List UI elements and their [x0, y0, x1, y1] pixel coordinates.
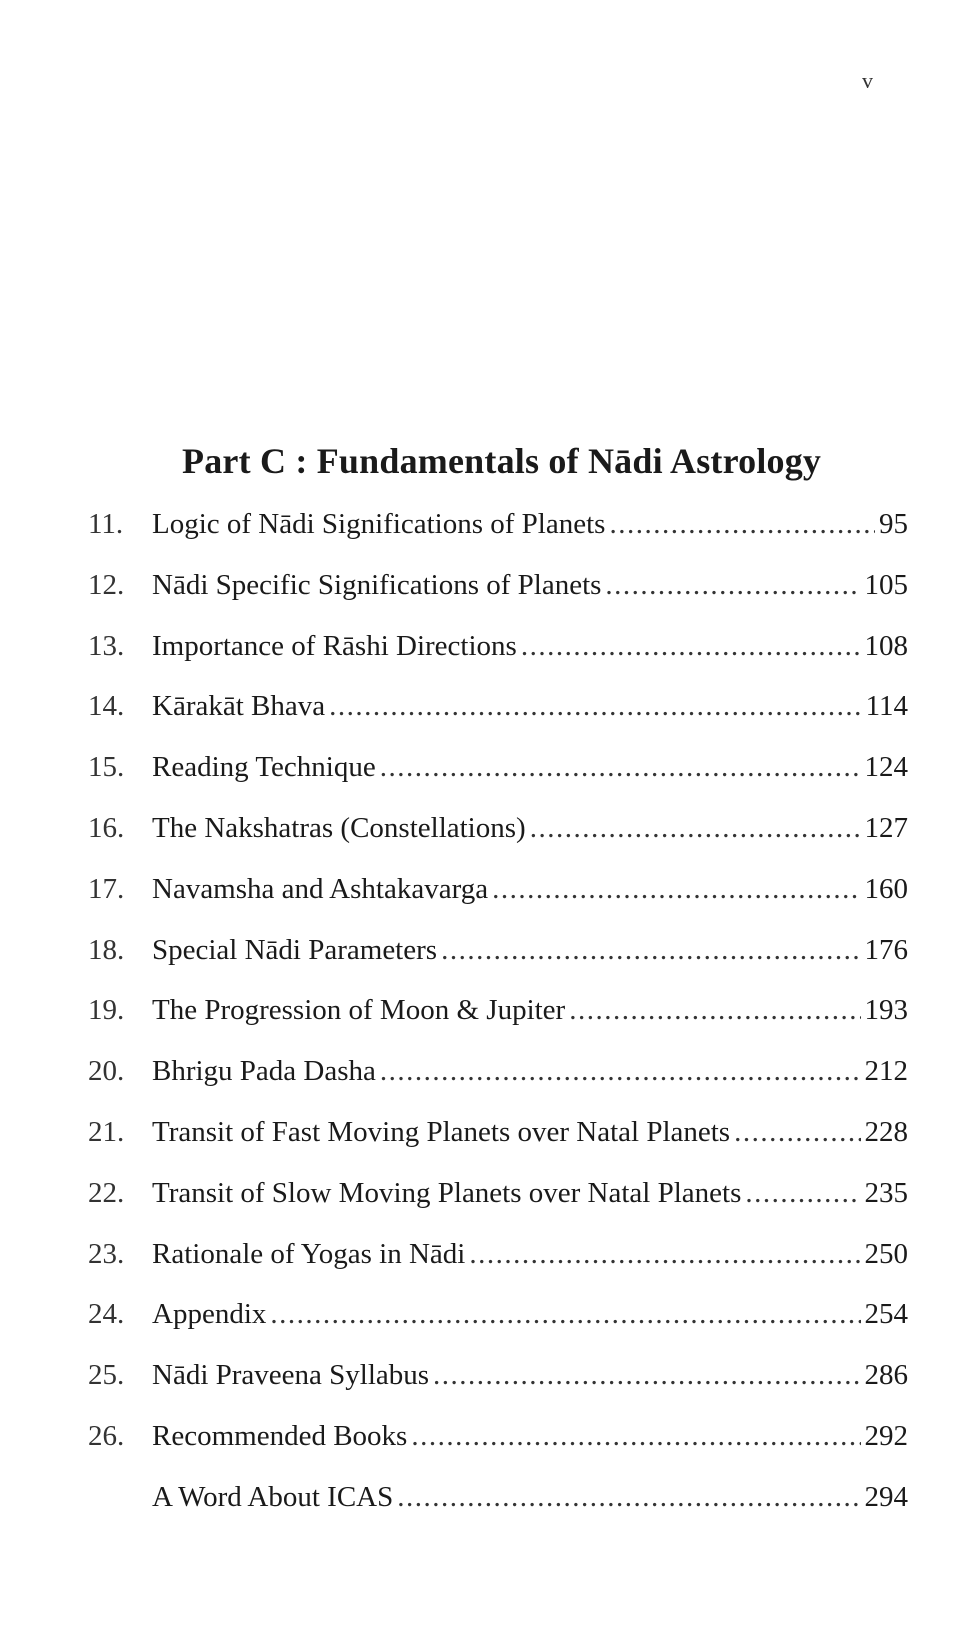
toc-entry — [88, 1359, 908, 1420]
toc-entry — [88, 1298, 908, 1359]
entry-title: Transit of Slow Moving Planets over Natal Planets — [152, 1176, 742, 1209]
dot-leader — [521, 630, 861, 663]
entry-number: 16. — [88, 811, 125, 844]
dot-leader — [397, 1481, 860, 1514]
toc-entry — [88, 1238, 908, 1299]
toc-entry — [88, 1177, 908, 1238]
toc-entry — [88, 1420, 908, 1481]
entry-page: 108 — [864, 629, 908, 662]
toc-entry — [88, 508, 908, 569]
entry-number: 23. — [88, 1237, 125, 1270]
entry-title: Nādi Specific Significations of Planets — [152, 568, 602, 601]
entry-title: The Nakshatras (Constellations) — [152, 811, 526, 844]
dot-leader — [492, 873, 860, 906]
entry-page: 176 — [864, 933, 908, 966]
table-of-contents — [88, 508, 908, 1542]
entry-title: Rationale of Yogas in Nādi — [152, 1237, 466, 1270]
dot-leader — [380, 1055, 861, 1088]
toc-entry — [88, 994, 908, 1055]
entry-number: 17. — [88, 872, 125, 905]
entry-page: 292 — [864, 1419, 908, 1452]
dot-leader — [433, 1359, 860, 1392]
entry-number: 19. — [88, 994, 125, 1027]
entry-number: 24. — [88, 1298, 125, 1331]
entry-title: Special Nādi Parameters — [152, 933, 438, 966]
dot-leader — [329, 690, 861, 723]
dot-leader — [569, 994, 860, 1027]
entry-title: Appendix — [152, 1298, 267, 1331]
entry-page: 228 — [864, 1115, 908, 1148]
toc-entry — [88, 934, 908, 995]
entry-page: 160 — [864, 872, 908, 905]
entry-number: 26. — [88, 1419, 125, 1452]
toc-entry — [88, 1481, 908, 1542]
entry-page: 212 — [864, 1055, 908, 1088]
entry-number: 22. — [88, 1176, 125, 1209]
entry-number: 15. — [88, 751, 125, 784]
dot-leader — [530, 812, 861, 845]
dot-leader — [380, 751, 861, 784]
toc-entry — [88, 1055, 908, 1116]
section-heading: Part C : Fundamentals of Nādi Astrology — [182, 441, 822, 481]
entry-number: 12. — [88, 568, 125, 601]
entry-page: 105 — [864, 568, 908, 601]
dot-leader — [609, 508, 875, 541]
entry-number: 14. — [88, 690, 125, 723]
dot-leader — [270, 1298, 860, 1331]
toc-entry — [88, 630, 908, 691]
entry-number: 20. — [88, 1055, 125, 1088]
entry-number: 11. — [88, 508, 124, 540]
entry-title: Kārakāt Bhava — [152, 690, 326, 723]
toc-entry — [88, 1116, 908, 1177]
entry-page: 254 — [864, 1298, 908, 1331]
entry-title: Logic of Nādi Significations of Planets — [152, 508, 606, 540]
entry-number: 25. — [88, 1359, 125, 1392]
toc-entry — [88, 690, 908, 751]
entry-title: Bhrigu Pada Dasha — [152, 1055, 376, 1088]
entry-page: 286 — [864, 1359, 908, 1392]
toc-entry — [88, 812, 908, 873]
toc-entry — [88, 873, 908, 934]
entry-page: 250 — [864, 1237, 908, 1270]
page-number: v — [862, 68, 873, 93]
dot-leader — [734, 1116, 860, 1149]
entry-number: 18. — [88, 933, 125, 966]
entry-page: 193 — [864, 994, 908, 1027]
entry-title: Importance of Rāshi Directions — [152, 629, 517, 662]
entry-page: 294 — [864, 1480, 908, 1513]
entry-page: 114 — [865, 690, 908, 723]
dot-leader — [441, 934, 860, 967]
entry-title: A Word About ICAS — [152, 1480, 394, 1513]
entry-title: Recommended Books — [152, 1419, 408, 1452]
entry-page: 127 — [864, 811, 908, 844]
entry-page: 235 — [864, 1176, 908, 1209]
entry-title: Nādi Praveena Syllabus — [152, 1359, 430, 1392]
dot-leader — [745, 1177, 860, 1210]
dot-leader — [605, 569, 860, 602]
entry-title: Transit of Fast Moving Planets over Natal Planets — [152, 1115, 731, 1148]
toc-entry — [88, 569, 908, 630]
dot-leader — [411, 1420, 860, 1453]
entry-title: Navamsha and Ashtakavarga — [152, 872, 489, 905]
dot-leader — [469, 1238, 860, 1271]
toc-entry — [88, 751, 908, 812]
entry-page: 124 — [864, 751, 908, 784]
entry-title: Reading Technique — [152, 751, 376, 784]
entry-title: The Progression of Moon & Jupiter — [152, 994, 566, 1027]
entry-page: 95 — [879, 508, 908, 540]
entry-number: 21. — [88, 1115, 125, 1148]
entry-number: 13. — [88, 629, 125, 662]
